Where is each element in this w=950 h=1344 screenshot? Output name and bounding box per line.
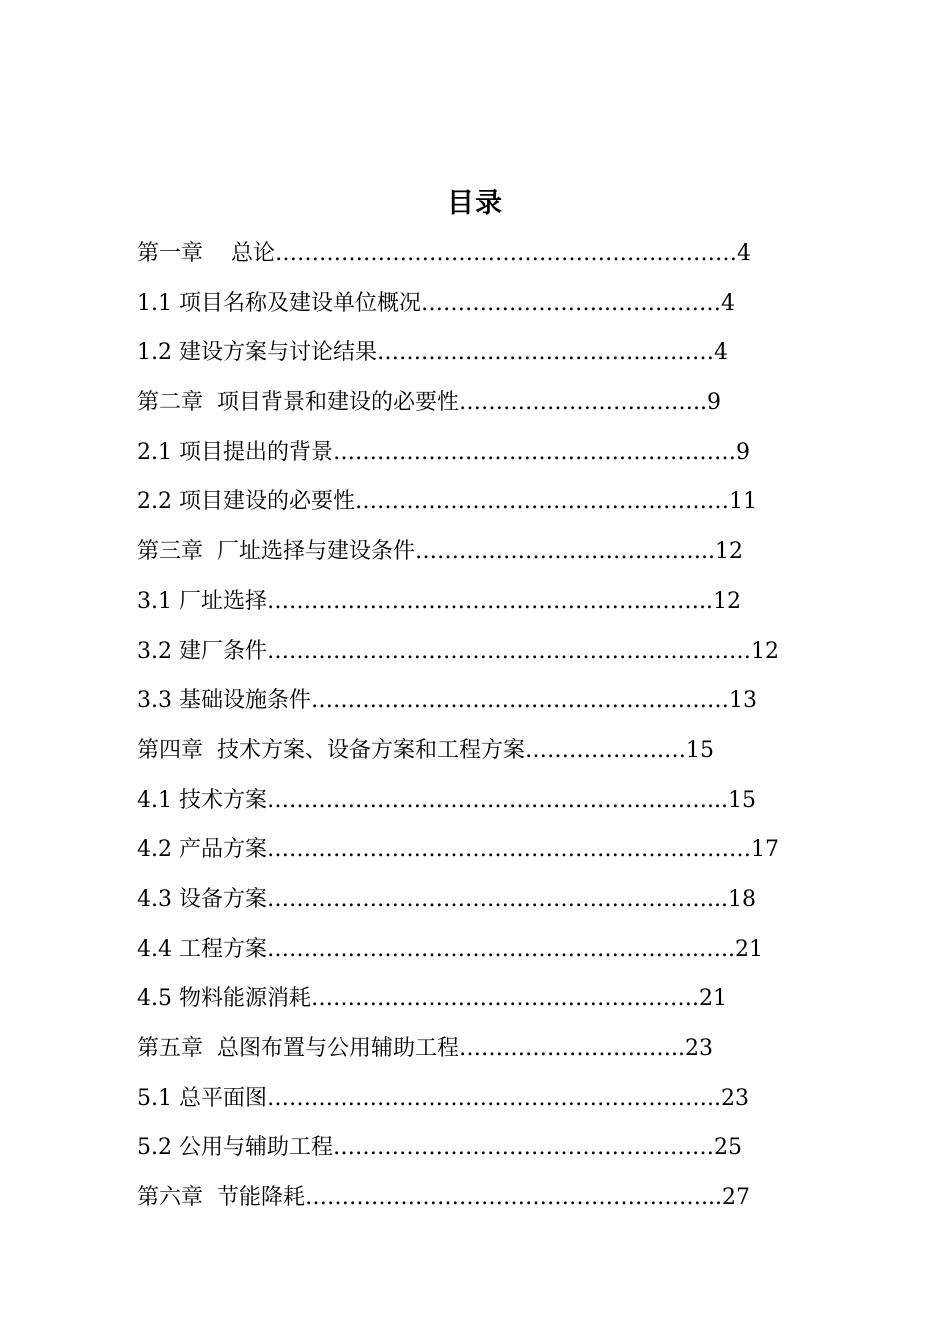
toc-entry-text: 2.2 项目建设的必要性……………………………………………11 (137, 489, 757, 515)
toc-entry-text: 第二章 项目背景和建设的必要性……………………..……..9 (137, 390, 721, 416)
toc-entry-ch2[interactable] (137, 385, 837, 435)
toc-entry-text: 5.1 总平面图……………………………………………………..23 (137, 1085, 749, 1111)
toc-entry-text: 第三章 厂址选择与建设条件…………………………………..12 (137, 539, 743, 565)
toc-entry-3-1[interactable] (137, 584, 837, 634)
toc-entry-text: 第一章 总论………………………………………………………4 (137, 241, 751, 266)
toc-entry-4-2[interactable] (137, 832, 837, 882)
toc-entry-4-5[interactable] (137, 981, 837, 1031)
toc-entry-text: 5.2 公用与辅助工程……………………………………….……25 (137, 1135, 742, 1161)
toc-entry-text: 4.5 物料能源消耗……………………………………….…….21 (137, 986, 727, 1012)
toc-entry-text: 1.2 建设方案与讨论结果…………………………….…………4 (137, 340, 728, 366)
toc-entry-3-2[interactable] (137, 634, 837, 684)
toc-entry-ch1[interactable] (137, 236, 837, 286)
toc-entry-ch4[interactable] (137, 733, 837, 783)
toc-entry-text: 3.3 基础设施条件…………………………………………………13 (137, 688, 757, 714)
toc-entry-text: 1.1 项目名称及建设单位概况……………………..……………4 (137, 290, 735, 316)
toc-entry-text: 第四章 技术方案、设备方案和工程方案……………….…15 (137, 737, 714, 763)
toc-entry-ch5[interactable] (137, 1031, 837, 1081)
toc-entry-text: 第五章 总图布置与公用辅助工程……………………..…..23 (137, 1036, 713, 1061)
toc-entry-5-1[interactable] (137, 1081, 837, 1131)
toc-title: 目录 (447, 188, 503, 219)
toc-entry-ch3[interactable] (137, 534, 837, 584)
toc-entry-text: 4.1 技术方案……………………………………………………...15 (137, 787, 756, 813)
toc-entry-2-1[interactable] (137, 435, 837, 485)
toc-entry-5-2[interactable] (137, 1130, 837, 1180)
toc-entry-4-1[interactable] (137, 783, 837, 833)
toc-entry-ch6[interactable] (137, 1180, 837, 1230)
toc-entry-text: 4.2 产品方案…………………………………………………………17 (137, 837, 779, 863)
toc-entry-text: 3.1 厂址选择……………………………………………..……..12 (137, 588, 741, 614)
toc-entry-1-2[interactable] (137, 335, 837, 385)
toc-entry-text: 第六章 节能降耗………………………………………………...27 (137, 1185, 750, 1211)
toc-entry-4-4[interactable] (137, 932, 837, 982)
toc-entry-text: 3.2 建厂条件…………………………………………………………12 (137, 638, 779, 664)
toc-entry-2-2[interactable] (137, 484, 837, 534)
toc-entry-text: 2.1 项目提出的背景………………………………….……………9 (137, 439, 750, 465)
toc-entry-text: 4.4 工程方案…………………………………………………..…..21 (137, 936, 763, 962)
toc-entry-4-3[interactable] (137, 882, 837, 932)
toc-entry-1-1[interactable] (137, 286, 837, 336)
toc-entry-text: 4.3 设备方案……………………………………………………...18 (137, 886, 756, 912)
toc-entry-3-3[interactable] (137, 683, 837, 733)
toc-list (137, 236, 837, 1230)
